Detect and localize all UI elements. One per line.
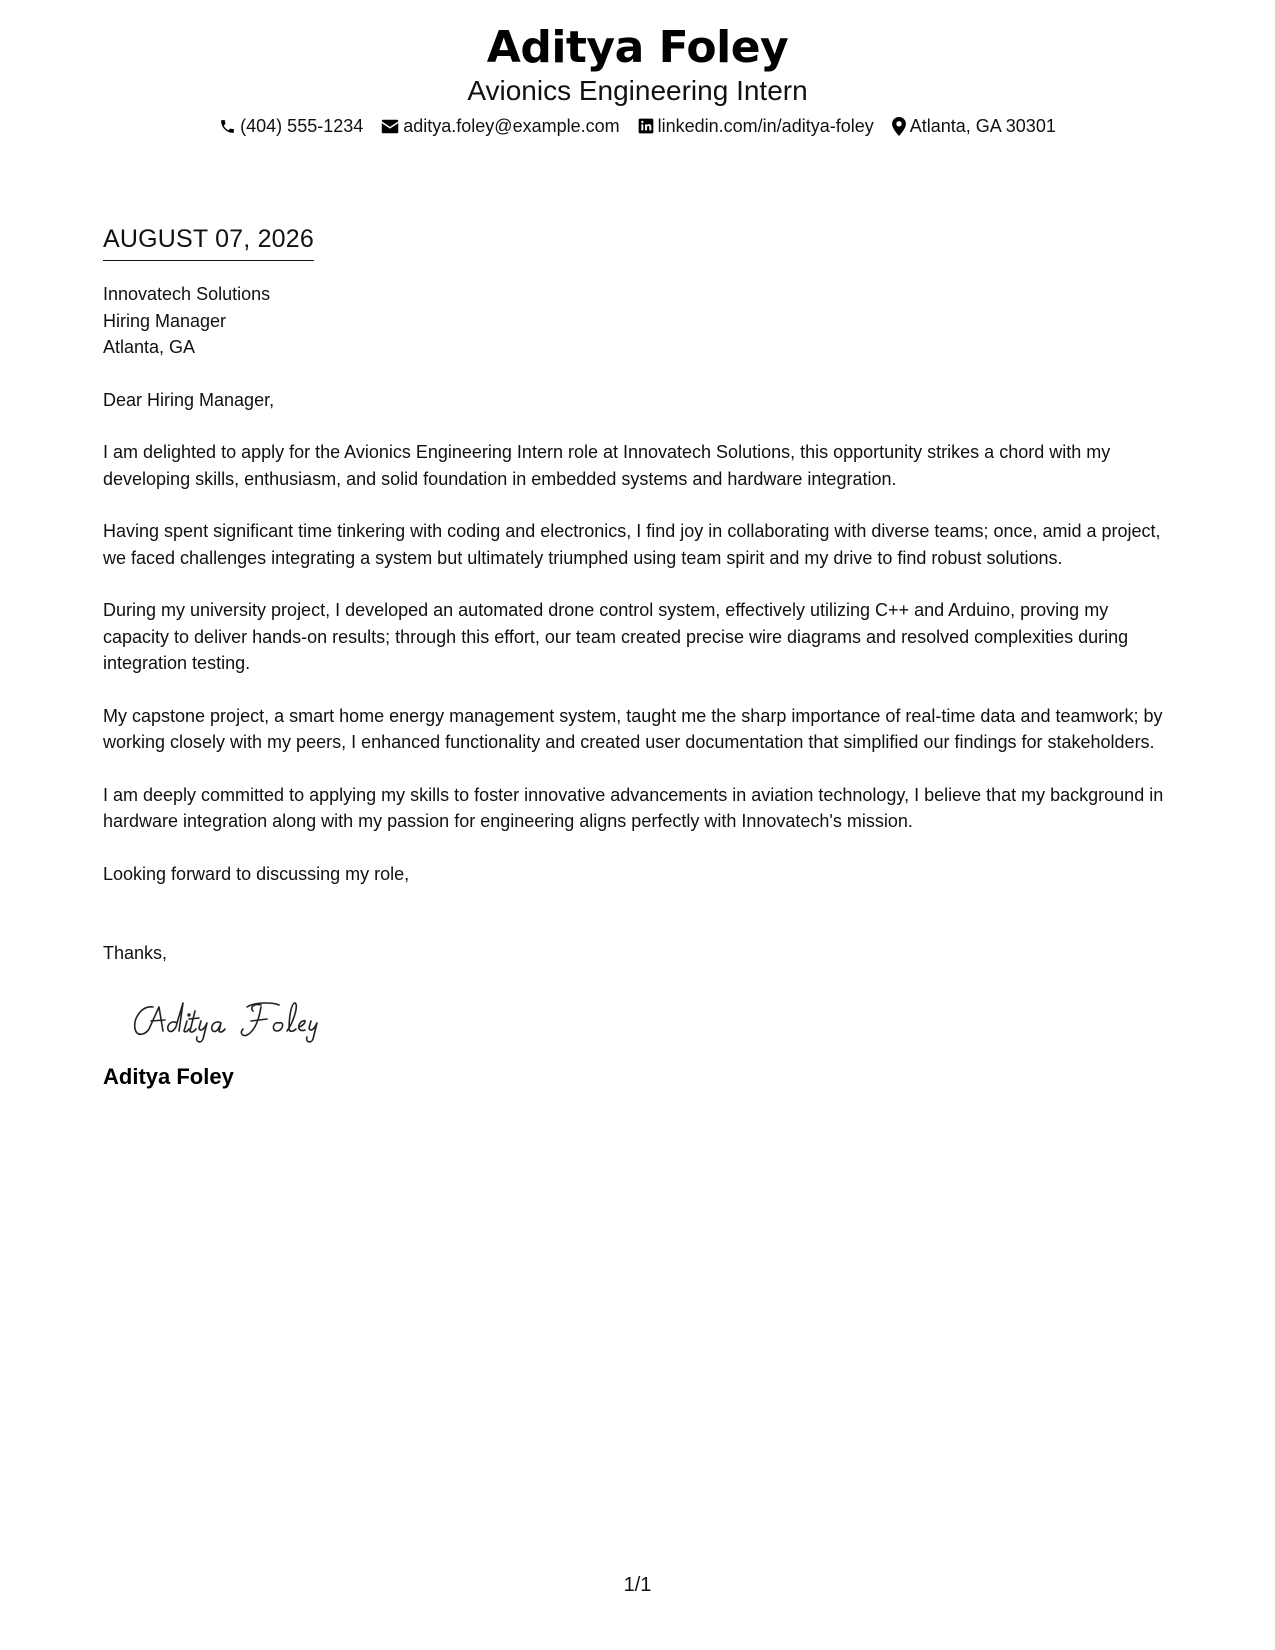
page-number: 1/1: [623, 1574, 652, 1596]
linkedin-icon: [638, 118, 654, 134]
letter-body: [103, 222, 1175, 1091]
applicant-title: Avionics Engineering Intern: [467, 75, 808, 106]
map-pin-icon: [892, 117, 906, 136]
recipient-block: [103, 281, 1175, 361]
closing-line: Looking forward to discussing my role,: [103, 863, 410, 884]
recipient-location: Atlanta, GA: [103, 337, 196, 357]
phone-icon: [219, 118, 236, 135]
phone-text: (404) 555-1234: [240, 116, 364, 136]
email-text: aditya.foley@example.com: [403, 116, 620, 136]
letter-header: [0, 22, 1275, 138]
body-paragraph: My capstone project, a smart home energy management system, taught me the sharp importance of real-time data and teamwork; by working closely with my peers, I enhanced functionality and created user documentation that simplified our findings for stakeholders.: [103, 705, 1163, 752]
body-paragraph: I am delighted to apply for the Avionics Engineering Intern role at Innovatech Solutions, this opportunity strikes a chord with my developing skills, enthusiasm, and solid foundation in embedded systems and hardware integration.: [103, 442, 1111, 489]
body-paragraph: Having spent significant time tinkering with coding and electronics, I find joy in collaborating with diverse teams; once, amid a project, we faced challenges integrating a system but ultimately triumphed using team spirit and my drive to find robust solutions.: [103, 521, 1161, 568]
letter-date: AUGUST 07, 2026: [103, 222, 314, 261]
recipient-company: Innovatech Solutions: [103, 284, 271, 304]
salutation: Dear Hiring Manager,: [103, 389, 275, 410]
body-paragraph: During my university project, I developed an automated drone control system, effectively utilizing C++ and Arduino, proving my capacity to deliver hands-on results; through this effort, our team created precise wire diagrams and resolved complexities during integration testing.: [103, 600, 1129, 673]
contact-email: [381, 114, 619, 138]
contact-linkedin: [638, 114, 874, 138]
applicant-name: Aditya Foley: [486, 22, 789, 73]
contact-bar: [0, 114, 1275, 138]
linkedin-text: linkedin.com/in/aditya-foley: [657, 116, 874, 136]
contact-phone: [219, 114, 363, 138]
recipient-role: Hiring Manager: [103, 310, 227, 331]
contact-location: [892, 114, 1056, 138]
signoff: Thanks,: [103, 943, 168, 963]
handwritten-signature: [129, 995, 339, 1045]
signed-name: Aditya Foley: [103, 1063, 234, 1089]
body-paragraph: I am deeply committed to applying my skills to foster innovative advancements in aviation technology, I believe that my background in hardware integration along with my passion for engineering aligns perfectly with Innovatech's mission.: [103, 784, 1164, 831]
envelope-icon: [381, 119, 399, 134]
location-text: Atlanta, GA 30301: [909, 116, 1056, 136]
